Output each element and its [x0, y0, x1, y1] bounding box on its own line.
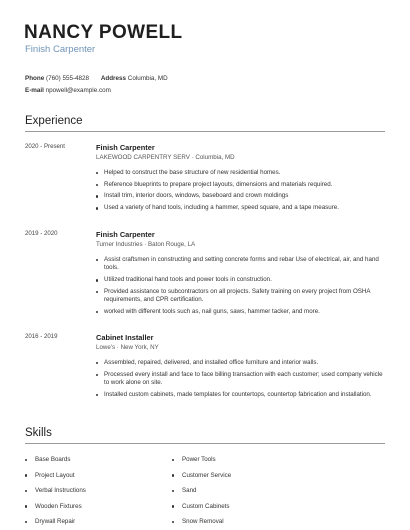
job-bullet: Utilized traditional hand tools and power tools in construction.	[96, 276, 386, 284]
job-bullet: Reference blueprints to prepare project layouts, dimensions and materials required.	[96, 181, 386, 189]
job-date: 2016 - 2019	[25, 333, 58, 340]
skill-item: Drywall Repair	[25, 518, 75, 525]
contact-line-email	[25, 87, 111, 94]
job-company: Lowe's · New York, NY	[96, 344, 159, 351]
address-value: Columbia, MD	[127, 75, 168, 82]
email-label: E-mail	[25, 87, 44, 94]
skills-heading: Skills	[25, 427, 52, 439]
email-value: npowell@example.com	[45, 87, 111, 94]
job-company: LAKEWOOD CARPENTRY SERV · Columbia, MD	[96, 154, 235, 161]
skill-item: Wooden Fixtures	[25, 503, 82, 510]
job-bullet: Processed every install and face to face billing transaction with each customer; used company vehicle to work alone on site.	[96, 371, 386, 388]
experience-heading: Experience	[25, 115, 83, 127]
job-title: Finish Carpenter	[96, 143, 155, 152]
skill-item: Snow Removal	[172, 518, 224, 525]
job-date: 2019 - 2020	[25, 230, 58, 237]
skill-item: Sand	[172, 487, 196, 494]
phone-label: Phone	[25, 75, 45, 82]
job-bullet: worked with different tools such as, nail guns, saws, hammer tacker, and more.	[96, 308, 386, 316]
job-date: 2020 - Present	[25, 143, 65, 150]
job-title: Finish Carpenter	[96, 230, 155, 239]
experience-divider	[25, 131, 385, 132]
skill-item: Customer Service	[172, 472, 231, 479]
job-bullets	[96, 256, 386, 316]
job-bullets	[96, 169, 386, 213]
skill-item: Custom Cabinets	[172, 503, 229, 510]
skill-item: Base Boards	[25, 456, 70, 463]
skills-divider	[25, 443, 385, 444]
job-company: Turner Industries · Baton Rouge, LA	[96, 241, 196, 248]
job-bullet: Helped to construct the base structure of new residential homes.	[96, 169, 386, 177]
skill-item: Project Layout	[25, 472, 75, 479]
address-label: Address	[100, 75, 127, 82]
candidate-role: Finish Carpenter	[25, 44, 96, 55]
job-bullets	[96, 359, 386, 399]
skill-item: Power Tools	[172, 456, 216, 463]
phone-value: (760) 555-4828	[46, 75, 90, 82]
job-bullet: Installed custom cabinets, made templates for countertops, countertop fabrication and installation.	[96, 391, 386, 399]
contact-line-phone-address	[25, 75, 168, 82]
job-bullet: Provided assistance to subcontractors on all projects. Safety training on every project from OSHA requirements, and CPR certification.	[96, 288, 386, 305]
candidate-name: NANCY POWELL	[24, 22, 183, 43]
job-bullet: Used a variety of hand tools, including a hammer, speed square, and a tape measure.	[96, 204, 386, 212]
job-bullet: Assist craftsmen in constructing and setting concrete forms and rebar Use of electrical, air, and hand tools.	[96, 256, 386, 273]
job-title: Cabinet Installer	[96, 333, 154, 342]
skill-item: Verbal Instructions	[25, 487, 86, 494]
job-bullet: Install trim, interior doors, windows, baseboard and crown moldings	[96, 192, 386, 200]
job-bullet: Assembled, repaired, delivered, and installed office furniture and interior walls.	[96, 359, 386, 367]
